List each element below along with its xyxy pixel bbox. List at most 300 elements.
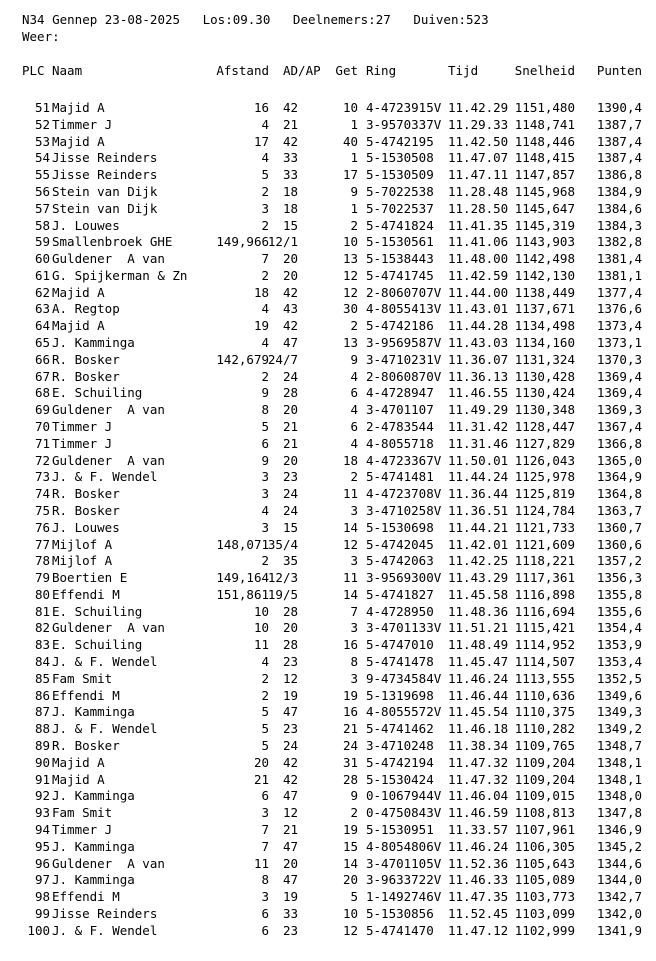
cell-get: 16	[342, 704, 358, 720]
cell-adap: 12	[282, 805, 298, 821]
table-row	[0, 469, 656, 485]
cell-get: 1	[350, 116, 358, 132]
cell-adap: 20	[282, 855, 298, 871]
cell-snelheid: 1126,043	[514, 452, 575, 468]
cell-ring: 5-1530698	[366, 519, 434, 535]
cell-adap: 42	[282, 100, 298, 115]
cell-plc: 67	[34, 368, 50, 384]
cell-plc: 54	[34, 150, 50, 166]
cell-ring: 5-1319698	[366, 687, 434, 703]
cell-ring: 4-4728947	[366, 385, 434, 401]
cell-adap: 33	[282, 150, 298, 166]
cell-afstand: 21	[253, 771, 269, 787]
cell-naam: J. Kamminga	[52, 335, 135, 351]
cell-afstand: 8	[261, 402, 269, 418]
cell-snelheid: 1143,903	[514, 234, 575, 250]
cell-adap: 21	[282, 821, 298, 837]
cell-naam: R. Bosker	[52, 368, 120, 384]
cell-ring: 3-4710258V	[366, 502, 442, 518]
cell-ring: 5-7022538	[366, 183, 434, 199]
cell-snelheid: 1134,498	[514, 318, 575, 334]
cell-punten: 1382,8	[596, 234, 642, 250]
cell-get: 11	[342, 486, 358, 502]
cell-ring: 5-4741745	[366, 267, 434, 283]
cell-punten: 1353,9	[596, 637, 642, 653]
cell-tijd: 11.42.29	[448, 100, 509, 115]
cell-adap: 33	[282, 167, 298, 183]
cell-ring: 5-1530951	[366, 821, 434, 837]
cell-get: 9	[350, 183, 358, 199]
cell-snelheid: 1130,348	[514, 402, 575, 418]
cell-afstand: 4	[261, 150, 269, 166]
cell-tijd: 11.38.34	[448, 738, 509, 754]
cell-naam: Majid A	[52, 754, 105, 770]
cell-punten: 1344,0	[596, 872, 642, 888]
cell-punten: 1355,8	[596, 586, 642, 602]
cell-naam: J. & F. Wendel	[52, 922, 158, 938]
cell-get: 12	[342, 922, 358, 938]
cell-snelheid: 1110,636	[514, 687, 575, 703]
cell-afstand: 7	[261, 838, 269, 854]
cell-punten: 1373,4	[596, 318, 642, 334]
cell-naam: Timmer J	[52, 821, 113, 837]
cell-naam: Effendi M	[52, 687, 120, 703]
cell-tijd: 11.31.46	[448, 435, 509, 451]
cell-tijd: 11.42.01	[448, 536, 509, 552]
cell-snelheid: 1145,968	[514, 183, 575, 199]
cell-tijd: 11.41.06	[448, 234, 509, 250]
table-row	[0, 369, 656, 385]
cell-ring: 4-4728950	[366, 603, 434, 619]
table-row	[0, 251, 656, 267]
cell-plc: 86	[34, 687, 50, 703]
table-row	[0, 839, 656, 855]
cell-get: 13	[342, 335, 358, 351]
cell-afstand: 7	[261, 821, 269, 837]
table-row	[0, 788, 656, 804]
cell-plc: 84	[34, 654, 50, 670]
cell-afstand: 2	[261, 183, 269, 199]
table-row	[0, 755, 656, 771]
cell-adap: 47	[282, 788, 298, 804]
table-row	[0, 772, 656, 788]
cell-punten: 1348,7	[596, 738, 642, 754]
cell-punten: 1355,6	[596, 603, 642, 619]
cell-ring: 1-1492746V	[366, 889, 442, 905]
cell-naam: J. Louwes	[52, 217, 120, 233]
cell-ring: 5-7022537	[366, 200, 434, 216]
cell-naam: Boertien E	[52, 570, 128, 586]
cell-ring: 2-4783544	[366, 419, 434, 434]
cell-afstand: 3	[261, 486, 269, 502]
cell-ring: 3-9569587V	[366, 335, 442, 351]
cell-afstand: 4	[261, 502, 269, 518]
cell-get: 40	[342, 133, 358, 149]
cell-adap: 43	[282, 301, 298, 317]
cell-get: 4	[350, 402, 358, 418]
cell-punten: 1384,9	[596, 183, 642, 199]
cell-punten: 1377,4	[596, 284, 642, 300]
cell-tijd: 11.46.44	[448, 687, 509, 703]
cell-ring: 2-8060707V	[366, 284, 442, 300]
cell-afstand: 2	[261, 217, 269, 233]
cell-tijd: 11.52.45	[448, 905, 509, 921]
cell-afstand: 148,071	[216, 536, 269, 552]
table-row	[0, 805, 656, 821]
cell-plc: 77	[34, 536, 50, 552]
cell-get: 24	[342, 738, 358, 754]
cell-snelheid: 1103,099	[514, 905, 575, 921]
cell-ring: 4-8054806V	[366, 838, 442, 854]
cell-adap: 18	[282, 183, 298, 199]
cell-punten: 1387,4	[596, 150, 642, 166]
cell-naam: G. Spijkerman & Zn	[52, 267, 188, 283]
table-row	[0, 654, 656, 670]
cell-naam: Guldener A van	[52, 452, 165, 468]
cell-adap: 20	[282, 620, 298, 636]
col-adap: AD/AP	[283, 63, 321, 78]
cell-tijd: 11.52.36	[448, 855, 509, 871]
cell-snelheid: 1124,784	[514, 502, 575, 518]
cell-ring: 5-4742194	[366, 754, 434, 770]
cell-snelheid: 1130,424	[514, 385, 575, 401]
table-row	[0, 352, 656, 368]
cell-tijd: 11.42.50	[448, 133, 509, 149]
cell-tijd: 11.28.50	[448, 200, 509, 216]
cell-plc: 53	[34, 133, 50, 149]
cell-adap: 19	[282, 687, 298, 703]
cell-snelheid: 1131,324	[514, 351, 575, 367]
cell-tijd: 11.33.57	[448, 821, 509, 837]
cell-punten: 1348,1	[596, 771, 642, 787]
cell-tijd: 11.47.07	[448, 150, 509, 166]
cell-naam: Effendi M	[52, 889, 120, 905]
cell-adap: 23	[282, 469, 298, 485]
cell-plc: 83	[34, 637, 50, 653]
column-header-row	[0, 63, 656, 79]
cell-tijd: 11.47.35	[448, 889, 509, 905]
cell-afstand: 149,164	[216, 570, 269, 586]
cell-punten: 1387,4	[596, 133, 642, 149]
cell-tijd: 11.51.21	[448, 620, 509, 636]
cell-tijd: 11.28.48	[448, 183, 509, 199]
cell-afstand: 142,679	[216, 351, 269, 367]
cell-ring: 5-1530856	[366, 905, 434, 921]
cell-punten: 1356,3	[596, 570, 642, 586]
cell-snelheid: 1125,978	[514, 469, 575, 485]
cell-tijd: 11.47.32	[448, 771, 509, 787]
cell-afstand: 11	[253, 855, 269, 871]
cell-get: 15	[342, 838, 358, 854]
cell-naam: R. Bosker	[52, 738, 120, 754]
cell-ring: 5-4741827	[366, 586, 434, 602]
cell-snelheid: 1110,282	[514, 721, 575, 737]
cell-punten: 1369,4	[596, 385, 642, 401]
cell-adap: 20	[282, 402, 298, 418]
cell-snelheid: 1142,498	[514, 251, 575, 267]
table-row	[0, 117, 656, 133]
cell-afstand: 4	[261, 301, 269, 317]
table-row	[0, 604, 656, 620]
cell-plc: 59	[34, 234, 50, 250]
cell-tijd: 11.44.00	[448, 284, 509, 300]
cell-adap: 15	[282, 519, 298, 535]
cell-adap: 24	[282, 486, 298, 502]
cell-adap: 28	[282, 603, 298, 619]
cell-ring: 4-4723708V	[366, 486, 442, 502]
table-row	[0, 150, 656, 166]
cell-tijd: 11.36.44	[448, 486, 509, 502]
cell-tijd: 11.29.33	[448, 116, 509, 132]
cell-afstand: 6	[261, 922, 269, 938]
cell-punten: 1354,4	[596, 620, 642, 636]
cell-ring: 5-4742045	[366, 536, 434, 552]
cell-afstand: 2	[261, 687, 269, 703]
cell-ring: 5-4747010	[366, 637, 434, 653]
cell-plc: 98	[34, 889, 50, 905]
cell-snelheid: 1116,898	[514, 586, 575, 602]
cell-naam: Majid A	[52, 133, 105, 149]
table-row	[0, 318, 656, 334]
cell-plc: 82	[34, 620, 50, 636]
cell-punten: 1346,9	[596, 821, 642, 837]
cell-get: 9	[350, 351, 358, 367]
cell-naam: Guldener A van	[52, 251, 165, 267]
cell-get: 3	[350, 553, 358, 569]
cell-punten: 1367,4	[596, 419, 642, 434]
cell-tijd: 11.43.01	[448, 301, 509, 317]
cell-get: 19	[342, 687, 358, 703]
cell-plc: 95	[34, 838, 50, 854]
cell-ring: 3-9569300V	[366, 570, 442, 586]
cell-snelheid: 1145,319	[514, 217, 575, 233]
cell-naam: Jisse Reinders	[52, 905, 158, 921]
cell-punten: 1363,7	[596, 502, 642, 518]
table-row	[0, 234, 656, 250]
cell-naam: R. Bosker	[52, 502, 120, 518]
table-row	[0, 218, 656, 234]
cell-afstand: 6	[261, 435, 269, 451]
table-row	[0, 268, 656, 284]
cell-plc: 55	[34, 167, 50, 183]
table-row	[0, 856, 656, 872]
cell-plc: 52	[34, 116, 50, 132]
cell-afstand: 3	[261, 200, 269, 216]
cell-plc: 91	[34, 771, 50, 787]
cell-punten: 1348,0	[596, 788, 642, 804]
cell-ring: 5-4742063	[366, 553, 434, 569]
table-row	[0, 688, 656, 704]
weather-line: Weer:	[22, 29, 60, 44]
table-row	[0, 637, 656, 653]
col-afstand: Afstand	[216, 63, 269, 78]
table-row	[0, 134, 656, 150]
cell-plc: 93	[34, 805, 50, 821]
cell-snelheid: 1109,204	[514, 771, 575, 787]
cell-naam: Jisse Reinders	[52, 167, 158, 183]
cell-plc: 51	[34, 100, 50, 115]
cell-afstand: 2	[261, 267, 269, 283]
cell-naam: R. Bosker	[52, 351, 120, 367]
cell-get: 10	[342, 100, 358, 115]
cell-get: 12	[342, 284, 358, 300]
cell-naam: J. Kamminga	[52, 704, 135, 720]
cell-adap: 12	[282, 670, 298, 686]
cell-snelheid: 1147,857	[514, 167, 575, 183]
cell-plc: 63	[34, 301, 50, 317]
col-punten: Punten	[596, 63, 642, 78]
cell-plc: 85	[34, 670, 50, 686]
cell-snelheid: 1142,130	[514, 267, 575, 283]
cell-naam: Guldener A van	[52, 620, 165, 636]
cell-tijd: 11.47.11	[448, 167, 509, 183]
cell-punten: 1381,4	[596, 251, 642, 267]
table-row	[0, 738, 656, 754]
table-row	[0, 671, 656, 687]
cell-plc: 80	[34, 586, 50, 602]
cell-get: 17	[342, 167, 358, 183]
cell-naam: Guldener A van	[52, 402, 165, 418]
cell-snelheid: 1109,204	[514, 754, 575, 770]
cell-tijd: 11.42.59	[448, 267, 509, 283]
cell-adap: 47	[282, 335, 298, 351]
cell-punten: 1360,7	[596, 519, 642, 535]
cell-naam: Timmer J	[52, 435, 113, 451]
cell-tijd: 11.46.18	[448, 721, 509, 737]
cell-punten: 1366,8	[596, 435, 642, 451]
cell-get: 8	[350, 654, 358, 670]
cell-plc: 100	[27, 922, 50, 938]
cell-plc: 56	[34, 183, 50, 199]
cell-punten: 1365,0	[596, 452, 642, 468]
cell-get: 1	[350, 200, 358, 216]
table-row	[0, 436, 656, 452]
cell-snelheid: 1110,375	[514, 704, 575, 720]
cell-punten: 1344,6	[596, 855, 642, 871]
cell-snelheid: 1127,829	[514, 435, 575, 451]
col-get: Get	[335, 63, 358, 78]
cell-afstand: 20	[253, 754, 269, 770]
table-row	[0, 385, 656, 401]
cell-get: 7	[350, 603, 358, 619]
cell-snelheid: 1121,733	[514, 519, 575, 535]
cell-get: 5	[350, 889, 358, 905]
cell-adap: 42	[282, 318, 298, 334]
cell-ring: 3-4710248	[366, 738, 434, 754]
cell-get: 20	[342, 872, 358, 888]
cell-afstand: 7	[261, 251, 269, 267]
col-snelheid: Snelheid	[514, 63, 575, 78]
cell-snelheid: 1115,421	[514, 620, 575, 636]
table-row	[0, 872, 656, 888]
cell-punten: 1381,1	[596, 267, 642, 283]
cell-plc: 75	[34, 502, 50, 518]
cell-plc: 65	[34, 335, 50, 351]
cell-adap: 20	[282, 452, 298, 468]
cell-tijd: 11.48.36	[448, 603, 509, 619]
cell-get: 2	[350, 217, 358, 233]
cell-snelheid: 1151,480	[514, 100, 575, 115]
table-row	[0, 285, 656, 301]
cell-punten: 1360,6	[596, 536, 642, 552]
cell-afstand: 6	[261, 905, 269, 921]
cell-plc: 96	[34, 855, 50, 871]
cell-tijd: 11.49.29	[448, 402, 509, 418]
cell-naam: Effendi M	[52, 586, 120, 602]
cell-punten: 1353,4	[596, 654, 642, 670]
cell-tijd: 11.47.32	[448, 754, 509, 770]
cell-get: 14	[342, 519, 358, 535]
cell-get: 2	[350, 469, 358, 485]
cell-punten: 1345,2	[596, 838, 642, 854]
cell-naam: Fam Smit	[52, 670, 113, 686]
cell-plc: 73	[34, 469, 50, 485]
cell-naam: Fam Smit	[52, 805, 113, 821]
cell-adap: 23	[282, 922, 298, 938]
cell-snelheid: 1125,819	[514, 486, 575, 502]
cell-get: 12	[342, 536, 358, 552]
cell-naam: R. Bosker	[52, 486, 120, 502]
cell-snelheid: 1109,015	[514, 788, 575, 804]
col-naam: Naam	[52, 63, 83, 78]
cell-adap: 21	[282, 435, 298, 451]
cell-ring: 3-4701133V	[366, 620, 442, 636]
cell-get: 4	[350, 368, 358, 384]
cell-get: 14	[342, 855, 358, 871]
cell-adap: 42	[282, 754, 298, 770]
cell-adap: 33	[282, 905, 298, 921]
col-ring: Ring	[366, 63, 397, 78]
cell-adap: 24	[282, 738, 298, 754]
cell-tijd: 11.48.00	[448, 251, 509, 267]
cell-get: 30	[342, 301, 358, 317]
cell-tijd: 11.47.12	[448, 922, 509, 938]
cell-afstand: 8	[261, 872, 269, 888]
cell-naam: J. & F. Wendel	[52, 654, 158, 670]
cell-adap: 20	[282, 267, 298, 283]
cell-afstand: 3	[261, 889, 269, 905]
cell-afstand: 11	[253, 637, 269, 653]
cell-get: 28	[342, 771, 358, 787]
cell-adap: 15	[282, 217, 298, 233]
cell-plc: 60	[34, 251, 50, 267]
cell-tijd: 11.46.55	[448, 385, 509, 401]
cell-afstand: 5	[261, 738, 269, 754]
cell-adap: 47	[282, 704, 298, 720]
table-row	[0, 184, 656, 200]
cell-adap: 28	[282, 385, 298, 401]
cell-ring: 4-8055413V	[366, 301, 442, 317]
table-row	[0, 553, 656, 569]
cell-naam: Timmer J	[52, 116, 113, 132]
cell-ring: 0-1067944V	[366, 788, 442, 804]
table-row	[0, 100, 656, 116]
cell-naam: Mijlof A	[52, 536, 113, 552]
cell-adap: 18	[282, 200, 298, 216]
cell-naam: Stein van Dijk	[52, 183, 158, 199]
cell-plc: 78	[34, 553, 50, 569]
cell-adap: 12/1	[267, 234, 298, 250]
cell-naam: Majid A	[52, 284, 105, 300]
cell-naam: Guldener A van	[52, 855, 165, 871]
cell-plc: 92	[34, 788, 50, 804]
cell-snelheid: 1148,446	[514, 133, 575, 149]
table-row	[0, 620, 656, 636]
cell-adap: 24/7	[267, 351, 298, 367]
cell-punten: 1341,9	[596, 922, 642, 938]
cell-ring: 4-8055718	[366, 435, 434, 451]
cell-tijd: 11.31.42	[448, 419, 509, 434]
